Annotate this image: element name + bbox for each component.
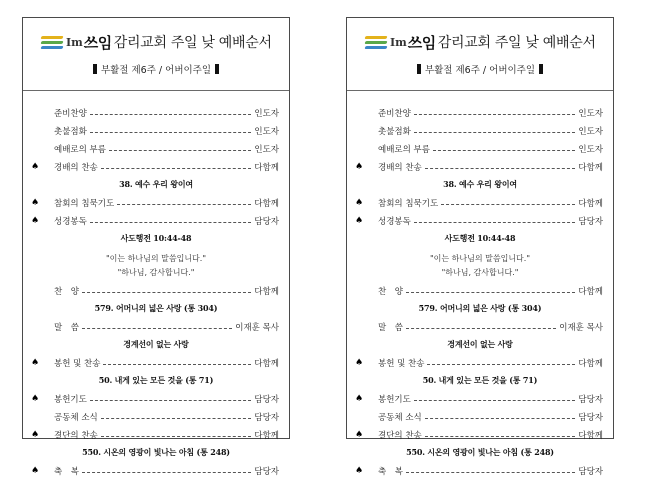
bulletin-title: 감리교회 주일 낮 예배순서 bbox=[113, 35, 272, 51]
dotted-leader bbox=[433, 150, 575, 151]
spade-icon: ♠ bbox=[31, 358, 40, 368]
order-item-label: 찬 양 bbox=[378, 287, 403, 297]
order-item-label: 축 복 bbox=[54, 467, 79, 477]
spade-icon: ♠ bbox=[31, 162, 40, 172]
block-marker-left bbox=[417, 64, 421, 74]
order-item-label: 참회의 침묵기도 bbox=[378, 199, 439, 209]
order-item-responsible: 다함께 bbox=[578, 287, 603, 297]
order-item-label: 결단의 찬송 bbox=[378, 431, 422, 441]
spade-icon: ♠ bbox=[31, 466, 40, 476]
logo-name-text: 쓰임 bbox=[407, 33, 436, 52]
order-item-label: 축 복 bbox=[378, 467, 403, 477]
order-item-label: 촛불점화 bbox=[54, 127, 87, 137]
logo-im-text: Im bbox=[390, 35, 407, 49]
spade-icon: ♠ bbox=[355, 394, 364, 404]
response-line: "하나님, 감사합니다." bbox=[117, 268, 195, 277]
order-row bbox=[31, 197, 279, 209]
order-row bbox=[355, 321, 603, 333]
bulletin-subtitle bbox=[347, 62, 613, 76]
order-item-responsible: 인도자 bbox=[578, 145, 603, 155]
order-detail: 579. 어머니의 넓은 사랑 (통 304) bbox=[94, 303, 218, 313]
church-logo-icon bbox=[365, 34, 389, 50]
order-row bbox=[355, 107, 603, 119]
order-item-label: 봉헌기도 bbox=[54, 395, 87, 405]
order-item-responsible: 담당자 bbox=[254, 395, 279, 405]
order-row bbox=[355, 465, 603, 477]
dotted-leader bbox=[425, 436, 576, 437]
order-item-responsible: 담당자 bbox=[578, 217, 603, 227]
order-row bbox=[355, 393, 603, 405]
dotted-leader bbox=[414, 222, 576, 223]
order-row bbox=[31, 393, 279, 405]
order-detail: 경계선이 없는 사랑 bbox=[123, 339, 189, 349]
logo-im-text: Im bbox=[66, 35, 83, 49]
order-item-responsible: 인도자 bbox=[578, 109, 603, 119]
subtitle-text: 부활절 제6주 / 어버이주일 bbox=[424, 65, 536, 76]
order-item-responsible: 다함께 bbox=[578, 199, 603, 209]
order-item-responsible: 다함께 bbox=[254, 163, 279, 173]
response-line: "하나님, 감사합니다." bbox=[441, 268, 519, 277]
order-item-label: 봉헌 및 찬송 bbox=[378, 359, 425, 369]
order-row bbox=[355, 357, 603, 369]
bulletin-header bbox=[347, 18, 613, 91]
order-row bbox=[355, 197, 603, 209]
order-detail: 38. 예수 우리 왕이여 bbox=[119, 179, 193, 189]
order-item-label: 예배로의 부름 bbox=[378, 145, 430, 155]
order-item-responsible: 담당자 bbox=[254, 413, 279, 423]
order-row bbox=[31, 285, 279, 297]
order-item-label: 결단의 찬송 bbox=[54, 431, 98, 441]
order-detail: 경계선이 없는 사랑 bbox=[447, 339, 513, 349]
dotted-leader bbox=[101, 168, 252, 169]
dotted-leader bbox=[427, 364, 575, 365]
dotted-leader bbox=[90, 400, 252, 401]
order-row bbox=[355, 161, 603, 173]
logo-name-text: 쓰임 bbox=[83, 33, 112, 52]
order-item-responsible: 담당자 bbox=[254, 217, 279, 227]
dotted-leader bbox=[90, 222, 252, 223]
order-item-label: 준비찬양 bbox=[378, 109, 411, 119]
bulletin-left bbox=[22, 17, 290, 477]
spade-icon: ♠ bbox=[31, 394, 40, 404]
order-item-label: 공동체 소식 bbox=[54, 413, 98, 423]
spade-icon: ♠ bbox=[31, 198, 40, 208]
order-item-label: 경배의 찬송 bbox=[54, 163, 98, 173]
dotted-leader bbox=[414, 400, 576, 401]
order-item-responsible: 다함께 bbox=[578, 163, 603, 173]
order-item-label: 성경봉독 bbox=[378, 217, 411, 227]
order-item-responsible: 다함께 bbox=[254, 199, 279, 209]
order-row bbox=[355, 411, 603, 423]
order-item-label: 촛불점화 bbox=[378, 127, 411, 137]
order-item-responsible: 인도자 bbox=[254, 127, 279, 137]
order-detail: 50. 내게 있는 모든 것을 (통 71) bbox=[98, 375, 214, 385]
dotted-leader bbox=[441, 204, 575, 205]
order-item-label: 말 씀 bbox=[378, 323, 403, 333]
order-item-responsible: 담당자 bbox=[578, 413, 603, 423]
spade-icon: ♠ bbox=[355, 430, 364, 440]
order-item-label: 공동체 소식 bbox=[378, 413, 422, 423]
spade-icon: ♠ bbox=[355, 466, 364, 476]
spade-icon: ♠ bbox=[355, 162, 364, 172]
dotted-leader bbox=[414, 132, 576, 133]
block-marker-left bbox=[93, 64, 97, 74]
order-item-label: 예배로의 부름 bbox=[54, 145, 106, 155]
order-row bbox=[355, 285, 603, 297]
order-item-label: 참회의 침묵기도 bbox=[54, 199, 115, 209]
order-row bbox=[31, 143, 279, 155]
spade-icon: ♠ bbox=[31, 430, 40, 440]
dotted-leader bbox=[103, 364, 251, 365]
order-item-responsible: 담당자 bbox=[578, 467, 603, 477]
dotted-leader bbox=[425, 168, 576, 169]
order-row bbox=[31, 125, 279, 137]
dotted-leader bbox=[82, 328, 232, 329]
order-item-label: 봉헌기도 bbox=[378, 395, 411, 405]
order-detail: 38. 예수 우리 왕이여 bbox=[443, 179, 517, 189]
order-detail: 550. 시온의 영광이 빛나는 아침 (통 248) bbox=[406, 447, 554, 457]
title-row bbox=[41, 30, 283, 54]
order-row bbox=[31, 161, 279, 173]
dotted-leader bbox=[101, 436, 252, 437]
bulletin-title: 감리교회 주일 낮 예배순서 bbox=[437, 35, 596, 51]
dotted-leader bbox=[109, 150, 251, 151]
order-row bbox=[31, 429, 279, 441]
order-item-responsible: 다함께 bbox=[254, 431, 279, 441]
order-item-responsible: 다함께 bbox=[578, 359, 603, 369]
bulletin-right bbox=[346, 17, 614, 477]
spade-icon: ♠ bbox=[355, 198, 364, 208]
dotted-leader bbox=[90, 114, 252, 115]
church-logo-icon bbox=[41, 34, 65, 50]
order-item-responsible: 인도자 bbox=[254, 109, 279, 119]
order-item-responsible: 다함께 bbox=[578, 431, 603, 441]
dotted-leader bbox=[101, 418, 252, 419]
order-item-label: 준비찬양 bbox=[54, 109, 87, 119]
dotted-leader bbox=[406, 472, 575, 473]
order-row bbox=[31, 321, 279, 333]
block-marker-right bbox=[215, 64, 219, 74]
spade-icon: ♠ bbox=[355, 358, 364, 368]
order-item-responsible: 담당자 bbox=[254, 467, 279, 477]
order-row bbox=[355, 215, 603, 227]
order-row bbox=[31, 357, 279, 369]
order-item-responsible: 이재훈 목사 bbox=[559, 323, 603, 333]
order-item-responsible: 담당자 bbox=[578, 395, 603, 405]
order-item-label: 찬 양 bbox=[54, 287, 79, 297]
order-detail: 50. 내게 있는 모든 것을 (통 71) bbox=[422, 375, 538, 385]
dotted-leader bbox=[82, 292, 251, 293]
order-item-responsible: 인도자 bbox=[254, 145, 279, 155]
order-row bbox=[355, 125, 603, 137]
dotted-leader bbox=[414, 114, 576, 115]
order-row bbox=[31, 465, 279, 477]
bulletin-header bbox=[23, 18, 289, 91]
dotted-leader bbox=[406, 292, 575, 293]
dotted-leader bbox=[406, 328, 556, 329]
order-item-responsible: 인도자 bbox=[578, 127, 603, 137]
spade-icon: ♠ bbox=[31, 216, 40, 226]
subtitle-text: 부활절 제6주 / 어버이주일 bbox=[100, 65, 212, 76]
spade-icon: ♠ bbox=[355, 216, 364, 226]
order-row bbox=[31, 215, 279, 227]
dotted-leader bbox=[90, 132, 252, 133]
order-row bbox=[31, 107, 279, 119]
order-row bbox=[355, 429, 603, 441]
order-detail: 579. 어머니의 넓은 사랑 (통 304) bbox=[418, 303, 542, 313]
order-item-responsible: 이재훈 목사 bbox=[235, 323, 279, 333]
order-item-label: 경배의 찬송 bbox=[378, 163, 422, 173]
order-item-responsible: 다함께 bbox=[254, 359, 279, 369]
order-detail: 550. 시온의 영광이 빛나는 아침 (통 248) bbox=[82, 447, 230, 457]
block-marker-right bbox=[539, 64, 543, 74]
order-item-label: 봉헌 및 찬송 bbox=[54, 359, 101, 369]
order-detail: 사도행전 10:44-48 bbox=[444, 233, 516, 243]
order-detail: 사도행전 10:44-48 bbox=[120, 233, 192, 243]
order-row bbox=[355, 143, 603, 155]
order-item-responsible: 다함께 bbox=[254, 287, 279, 297]
order-item-label: 말 씀 bbox=[54, 323, 79, 333]
response-line: "이는 하나님의 말씀입니다." bbox=[106, 254, 206, 263]
dotted-leader bbox=[117, 204, 251, 205]
bulletin-subtitle bbox=[23, 62, 289, 76]
order-item-label: 성경봉독 bbox=[54, 217, 87, 227]
title-row bbox=[365, 30, 607, 54]
dotted-leader bbox=[82, 472, 251, 473]
response-line: "이는 하나님의 말씀입니다." bbox=[430, 254, 530, 263]
order-row bbox=[31, 411, 279, 423]
dotted-leader bbox=[425, 418, 576, 419]
